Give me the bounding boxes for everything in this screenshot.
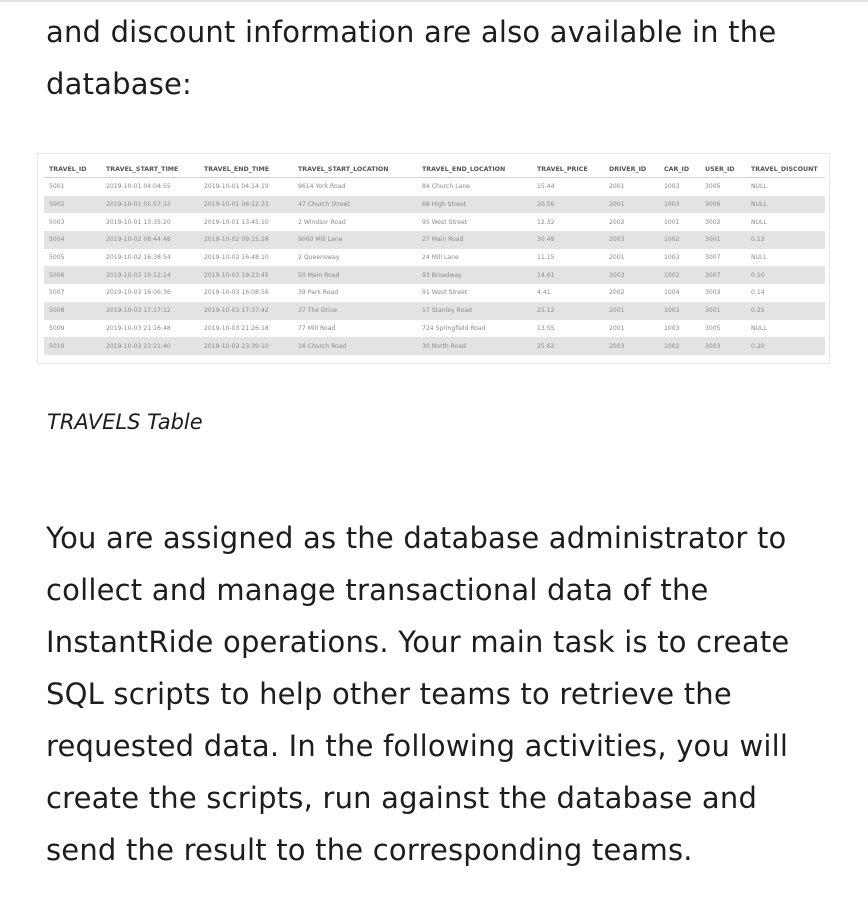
- column-header: USER_ID: [700, 161, 746, 178]
- table-cell: 5006: [44, 266, 101, 284]
- table-row: [44, 284, 825, 302]
- table-cell: 15.44: [537, 183, 555, 191]
- table-row: [44, 196, 825, 214]
- table-cell: 30.49: [532, 231, 604, 249]
- table-cell: 3007: [705, 254, 721, 262]
- table-cell: 0.25: [746, 302, 825, 320]
- table-cell: 4.41: [537, 289, 551, 297]
- table-cell: 1004: [664, 289, 680, 297]
- table-row: [44, 249, 825, 267]
- table-cell: 91 West Street: [422, 289, 468, 297]
- table-cell: 2001: [609, 254, 625, 262]
- table-cell: 5009: [49, 324, 65, 332]
- table-cell: 9060 Mill Lane: [293, 231, 417, 249]
- table-row: [44, 320, 825, 338]
- table-cell: 37 The Drive: [293, 302, 417, 320]
- table-cell: 1001: [664, 218, 680, 226]
- table-cell: NULL: [751, 183, 767, 191]
- table-cell: 2001: [604, 196, 659, 214]
- table-cell: 2019-10-03 17:37:42: [199, 302, 293, 320]
- table-cell: 2019-10-01 06:12:33: [199, 196, 293, 214]
- table-cell: 724 Springfield Road: [422, 324, 486, 332]
- table-cell: 93 Broadway: [417, 266, 532, 284]
- table-cell: 3005: [705, 183, 721, 191]
- table-cell: 2001: [609, 183, 625, 191]
- table-cell: 3007: [700, 266, 746, 284]
- table-cell: 68 High Street: [417, 196, 532, 214]
- table-cell: 3001: [700, 231, 746, 249]
- table-cell: 1003: [664, 324, 680, 332]
- table-row: [44, 337, 825, 355]
- intro-paragraph: and discount information are also available in the database:: [46, 15, 777, 101]
- table-cell: 3005: [705, 324, 721, 332]
- column-header: CAR_ID: [659, 161, 700, 178]
- table-cell: 2003: [604, 337, 659, 355]
- table-cell: 5002: [44, 196, 101, 214]
- table-cell: 0.10: [746, 266, 825, 284]
- table-cell: 11.15: [537, 254, 555, 262]
- table-cell: 2003: [604, 231, 659, 249]
- column-header: TRAVEL_START_TIME: [101, 161, 199, 178]
- table-cell: 17 Stanley Road: [417, 302, 532, 320]
- table-cell: 2 Queensway: [298, 254, 340, 262]
- table-cell: 2019-10-03 23:39:10: [199, 337, 293, 355]
- travels-table-image: [37, 153, 830, 364]
- table-cell: 2019-10-01 04:14:19: [204, 183, 269, 191]
- table-cell: 27 Main Road: [417, 231, 532, 249]
- table-cell: 2019-10-01 13:45:10: [204, 218, 269, 226]
- table-cell: 5004: [44, 231, 101, 249]
- table-row: [44, 231, 825, 249]
- table-cell: 77 Mill Road: [298, 324, 336, 332]
- body-paragraph: You are assigned as the database administrator to collect and manage transactional data of the InstantRide operations. Your main task is to create SQL scripts to help other teams to retrieve the requested data. In the following activities, you will create the scripts, run against the database and send the result to the corresponding teams.: [46, 521, 790, 867]
- table-cell: 5008: [44, 302, 101, 320]
- table-cell: 2019-10-03 19:12:14: [101, 266, 199, 284]
- table-cell: NULL: [751, 218, 767, 226]
- table-cell: 39 Park Road: [298, 289, 339, 297]
- table-cell: 2019-10-02 09:15:28: [199, 231, 293, 249]
- table-header-row: [44, 161, 825, 178]
- table-cell: 1003: [659, 196, 700, 214]
- table-cell: 2019-10-03 21:26:18: [204, 324, 269, 332]
- table-cell: 24 Mill Lane: [422, 254, 459, 262]
- table-cell: 2002: [609, 218, 625, 226]
- table-cell: 2019-10-01 13:35:20: [106, 218, 171, 226]
- column-header: TRAVEL_END_TIME: [199, 161, 293, 178]
- column-header: DRIVER_ID: [604, 161, 659, 178]
- table-cell: 2003: [604, 266, 659, 284]
- table-cell: 16 Church Road: [293, 337, 417, 355]
- table-cell: 3006: [700, 196, 746, 214]
- table-row: [44, 302, 825, 320]
- table-cell: 2019-10-03 19:23:45: [199, 266, 293, 284]
- table-cell: 5005: [49, 254, 65, 262]
- table-caption: TRAVELS Table: [47, 410, 203, 434]
- table-cell: 0.14: [751, 289, 765, 297]
- table-cell: 1003: [664, 254, 680, 262]
- table-cell: 2002: [609, 289, 625, 297]
- table-cell: 84 Church Lane: [422, 183, 470, 191]
- table-cell: 5003: [49, 218, 65, 226]
- table-cell: 95 West Street: [422, 218, 468, 226]
- table-cell: NULL: [746, 196, 825, 214]
- table-cell: 14.61: [532, 266, 604, 284]
- table-cell: 1002: [659, 337, 700, 355]
- table-cell: 25.12: [532, 302, 604, 320]
- table-cell: 30 North Road: [417, 337, 532, 355]
- table-cell: NULL: [751, 254, 767, 262]
- table-cell: 3003: [705, 289, 721, 297]
- column-header: TRAVEL_PRICE: [532, 161, 604, 178]
- column-header: TRAVEL_END_LOCATION: [417, 161, 532, 178]
- table-cell: 0.13: [746, 231, 825, 249]
- table-cell: 5010: [44, 337, 101, 355]
- table-row: [44, 266, 825, 284]
- column-header: TRAVEL_DISCOUNT: [746, 161, 825, 178]
- table-cell: 12.32: [537, 218, 555, 226]
- table-cell: 2019-10-03 16:06:36: [106, 289, 171, 297]
- table-cell: 50 Main Road: [293, 266, 417, 284]
- table-cell: 2019-10-03 23:21:40: [101, 337, 199, 355]
- table-row: [44, 213, 825, 231]
- table-cell: 2019-10-02 16:38:54: [106, 254, 171, 262]
- table-cell: 2019-10-01 04:04:55: [106, 183, 171, 191]
- table-cell: 5007: [49, 289, 65, 297]
- table-cell: 3003: [700, 337, 746, 355]
- table-cell: 3002: [705, 218, 721, 226]
- table-cell: 2019-10-01 05:57:33: [101, 196, 199, 214]
- table-cell: 1003: [659, 302, 700, 320]
- table-cell: 1003: [664, 183, 680, 191]
- table-cell: 2019-10-03 16:08:56: [204, 289, 269, 297]
- top-divider: [0, 0, 868, 2]
- column-header: TRAVEL_ID: [44, 161, 101, 178]
- table-cell: 1002: [659, 231, 700, 249]
- table-cell: 2001: [604, 302, 659, 320]
- table-cell: 9614 York Road: [298, 183, 346, 191]
- column-header: TRAVEL_START_LOCATION: [293, 161, 417, 178]
- table-cell: 13.55: [537, 324, 555, 332]
- table-cell: 2019-10-03 17:17:12: [101, 302, 199, 320]
- table-cell: 2019-10-03 21:16:48: [106, 324, 171, 332]
- table-cell: 20.56: [532, 196, 604, 214]
- table-cell: 25.62: [532, 337, 604, 355]
- table-row: [44, 178, 825, 196]
- table-cell: 2001: [609, 324, 625, 332]
- table-cell: 0.20: [746, 337, 825, 355]
- table-cell: 2 Windsor Road: [298, 218, 346, 226]
- table-cell: 3001: [700, 302, 746, 320]
- travels-table: [44, 161, 825, 355]
- table-cell: 5001: [49, 183, 65, 191]
- table-cell: 2019-10-02 08:44:48: [101, 231, 199, 249]
- table-cell: 1002: [659, 266, 700, 284]
- table-cell: 47 Church Street: [293, 196, 417, 214]
- table-cell: 2019-10-02 16:48:10: [204, 254, 269, 262]
- table-cell: NULL: [751, 324, 767, 332]
- table-body: [44, 178, 825, 355]
